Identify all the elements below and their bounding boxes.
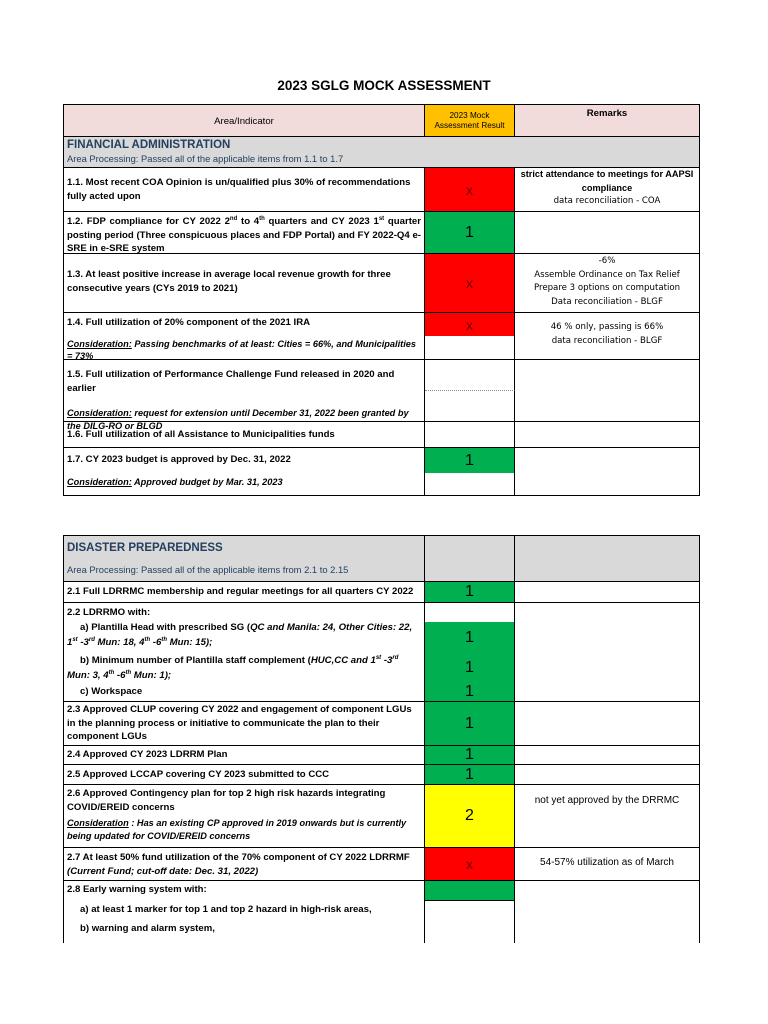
remarks-2-3 [515, 702, 700, 746]
indicator-2-6: 2.6 Approved Contingency plan for top 2 high risk hazards integrating COVID/EREID concerns Consideration : Has an existing CP approved in 2019 onwards but is currently being updated for COVID/EREID concerns [63, 785, 425, 848]
result-2-8-blank [425, 901, 515, 943]
result-1-5 [425, 360, 515, 391]
indicator-1-1: 1.1. Most recent COA Opinion is un/qualified plus 30% of recommendations fully acted upon [63, 168, 425, 212]
result-2-6: 2 [425, 785, 515, 848]
result-2-8 [425, 881, 515, 901]
header-remarks: Remarks [515, 104, 700, 137]
header-result: 2023 Mock Assessment Result [425, 104, 515, 137]
section-disaster-remarks [515, 535, 700, 582]
indicator-2-8: 2.8 Early warning system with: a) at least 1 marker for top 1 and top 2 hazard in high-risk areas, b) warning and alarm system, [63, 881, 425, 943]
result-2-2-c: 1 [425, 682, 515, 702]
result-2-2-blank [425, 603, 515, 622]
indicator-1-5: 1.5. Full utilization of Performance Challenge Fund released in 2020 and earlier Consideration: request for extension until December 31, 2022 been granted by the DILG-RO or BLGD [63, 360, 425, 422]
page-title: 2023 SGLG MOCK ASSESSMENT [277, 78, 491, 93]
header-area: Area/Indicator [63, 104, 425, 137]
remarks-1-4: 46 % only, passing is 66% data reconciliation - BLGF [515, 313, 700, 360]
remarks-1-5 [515, 360, 700, 422]
remarks-2-7: 54-57% utilization as of March [515, 848, 700, 881]
result-1-7: 1 [425, 448, 515, 473]
result-2-1: 1 [425, 582, 515, 603]
indicator-2-3: 2.3 Approved CLUP covering CY 2022 and engagement of component LGUs in the planning process or initiative to communicate the plan to their component LGUs [63, 702, 425, 746]
result-2-7: x [425, 848, 515, 881]
result-1-5-blank [425, 391, 515, 422]
indicator-1-4: 1.4. Full utilization of 20% component of the 2021 IRA Consideration: Passing benchmarks of at least: Cities = 66%, and Municipalities = 73% [63, 313, 425, 360]
remarks-1-1: strict attendance to meetings for AAPSI compliance data reconciliation - COA [515, 168, 700, 212]
result-1-4-blank [425, 336, 515, 360]
result-1-1: x [425, 168, 515, 212]
result-1-2: 1 [425, 212, 515, 254]
indicator-1-2: 1.2. FDP compliance for CY 2022 2nd to 4th quarters and CY 2023 1st quarter posting period (Three conspicuous places and FDP Portal) and FY 2022-Q4 e-SRE in e-SRE system [63, 212, 425, 254]
result-1-3: x [425, 254, 515, 313]
remarks-2-1 [515, 582, 700, 603]
result-1-7-blank [425, 473, 515, 496]
result-1-4: x [425, 313, 515, 336]
indicator-1-3: 1.3. At least positive increase in average local revenue growth for three consecutive years (CYs 2019 to 2021) [63, 254, 425, 313]
remarks-2-6: not yet approved by the DRRMC [515, 785, 700, 848]
remarks-2-5 [515, 765, 700, 785]
indicator-2-5: 2.5 Approved LCCAP covering CY 2023 submitted to CCC [63, 765, 425, 785]
remarks-1-6 [515, 422, 700, 448]
section-disaster-result [425, 535, 515, 582]
indicator-2-2: 2.2 LDRRMO with: a) Plantilla Head with prescribed SG (QC and Manila: 24, Other Cities: 22, 1st -3rd Mun: 18, 4th -6th Mun: 15); b) Minimum number of Plantilla staff complement (HUC,CC and 1st -3rd Mun: 3, 4th -6th Mun: 1); c) Workspace [63, 603, 425, 702]
result-2-5: 1 [425, 765, 515, 785]
result-2-2-b: 1 [425, 653, 515, 682]
section-financial: FINANCIAL ADMINISTRATION Area Processing: Passed all of the applicable items from 1.1 to 1.7 [63, 137, 700, 168]
remarks-1-2 [515, 212, 700, 254]
remarks-1-3: -6% Assemble Ordinance on Tax Relief Prepare 3 options on computation Data reconciliation - BLGF [515, 254, 700, 313]
result-1-6 [425, 422, 515, 448]
result-2-3: 1 [425, 702, 515, 746]
remarks-2-8 [515, 881, 700, 943]
indicator-1-6: 1.6. Full utilization of all Assistance to Municipalities funds [63, 422, 425, 448]
result-2-2-a: 1 [425, 622, 515, 653]
indicator-2-4: 2.4 Approved CY 2023 LDRRM Plan [63, 746, 425, 765]
indicator-2-1: 2.1 Full LDRRMC membership and regular meetings for all quarters CY 2022 [63, 582, 425, 603]
indicator-1-7: 1.7. CY 2023 budget is approved by Dec. 31, 2022 Consideration: Approved budget by Mar. 31, 2023 [63, 448, 425, 496]
remarks-1-7 [515, 448, 700, 496]
remarks-2-2 [515, 603, 700, 702]
section-disaster: DISASTER PREPAREDNESS Area Processing: Passed all of the applicable items from 2.1 to 2.15 [63, 535, 425, 582]
remarks-2-4 [515, 746, 700, 765]
result-2-4: 1 [425, 746, 515, 765]
indicator-2-7: 2.7 At least 50% fund utilization of the 70% component of CY 2022 LDRRMF (Current Fund; cut-off date: Dec. 31, 2022) [63, 848, 425, 881]
